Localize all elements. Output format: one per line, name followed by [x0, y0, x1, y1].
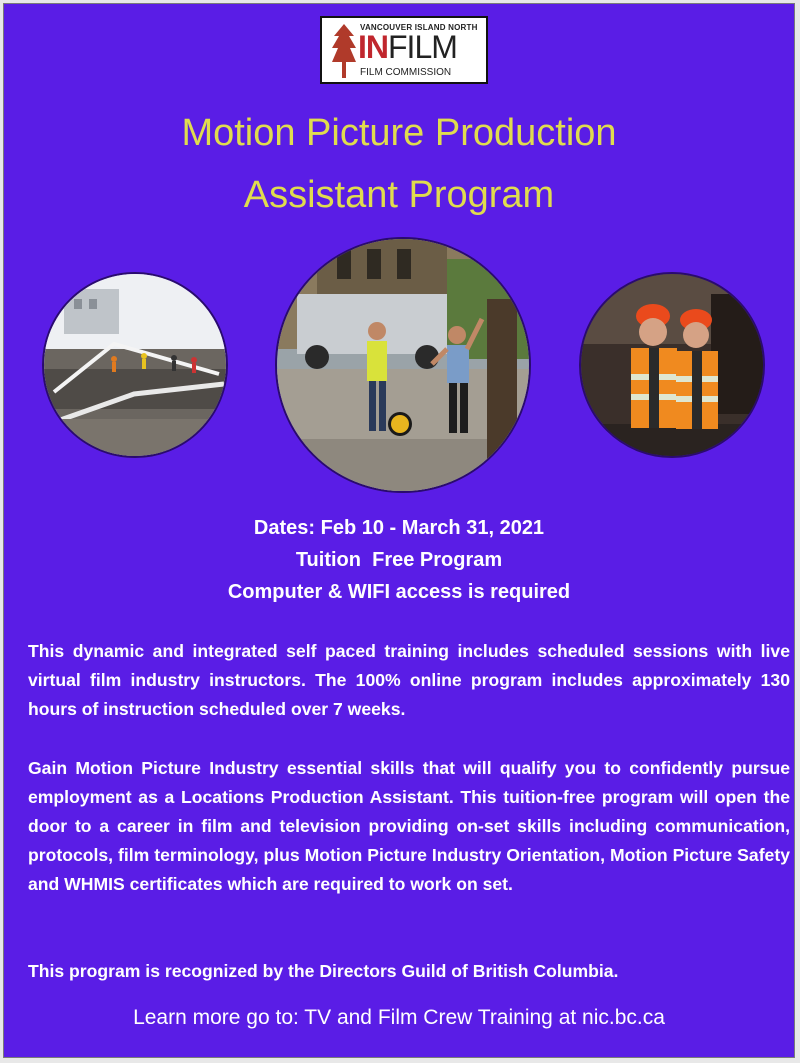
title-line-2: Assistant Program: [243, 174, 555, 216]
learn-more-footer: Learn more go to: TV and Film Crew Training at nic.bc.ca: [133, 1006, 665, 1029]
logo-in-text: IN: [358, 29, 388, 65]
recognition-statement: This program is recognized by the Directors Guild of British Columbia.: [28, 961, 619, 981]
poster: [3, 3, 795, 1058]
photo-street-crew: [275, 237, 531, 493]
photo-safety-crew: [579, 272, 765, 458]
logo: [320, 16, 488, 84]
tree-logo-icon: [332, 24, 356, 78]
title-line-1: Motion Picture Production: [181, 112, 617, 154]
requirement-info: Computer & WIFI access is required: [227, 581, 571, 603]
description-paragraph-2: Gain Motion Picture Industry essential skills that will qualify you to confidently pursue employment as a Locations Production Assistant. This tuition-free program will open the door to a career in film and television providing on-set skills including communication, protocols, film terminology, plus Motion Picture Industry Orientation, Motion Picture Safety and WHMIS certificates which are required to work on set.: [28, 758, 790, 894]
logo-subtitle: FILM COMMISSION: [360, 67, 452, 78]
tuition-info: Tuition Free Program: [295, 549, 503, 571]
program-dates: Dates: Feb 10 - March 31, 2021: [253, 517, 545, 539]
logo-film-text: FILM: [388, 29, 457, 65]
description-paragraph-1: This dynamic and integrated self paced training includes scheduled sessions with live virtual film industry instructors. The 100% online program includes approximately 130 hours of instruction scheduled over 7 weeks.: [28, 641, 790, 719]
photo-film-site: [42, 272, 228, 458]
logo-wordmark: [358, 29, 457, 65]
logo-region-text: VANCOUVER ISLAND NORTH: [360, 23, 478, 32]
